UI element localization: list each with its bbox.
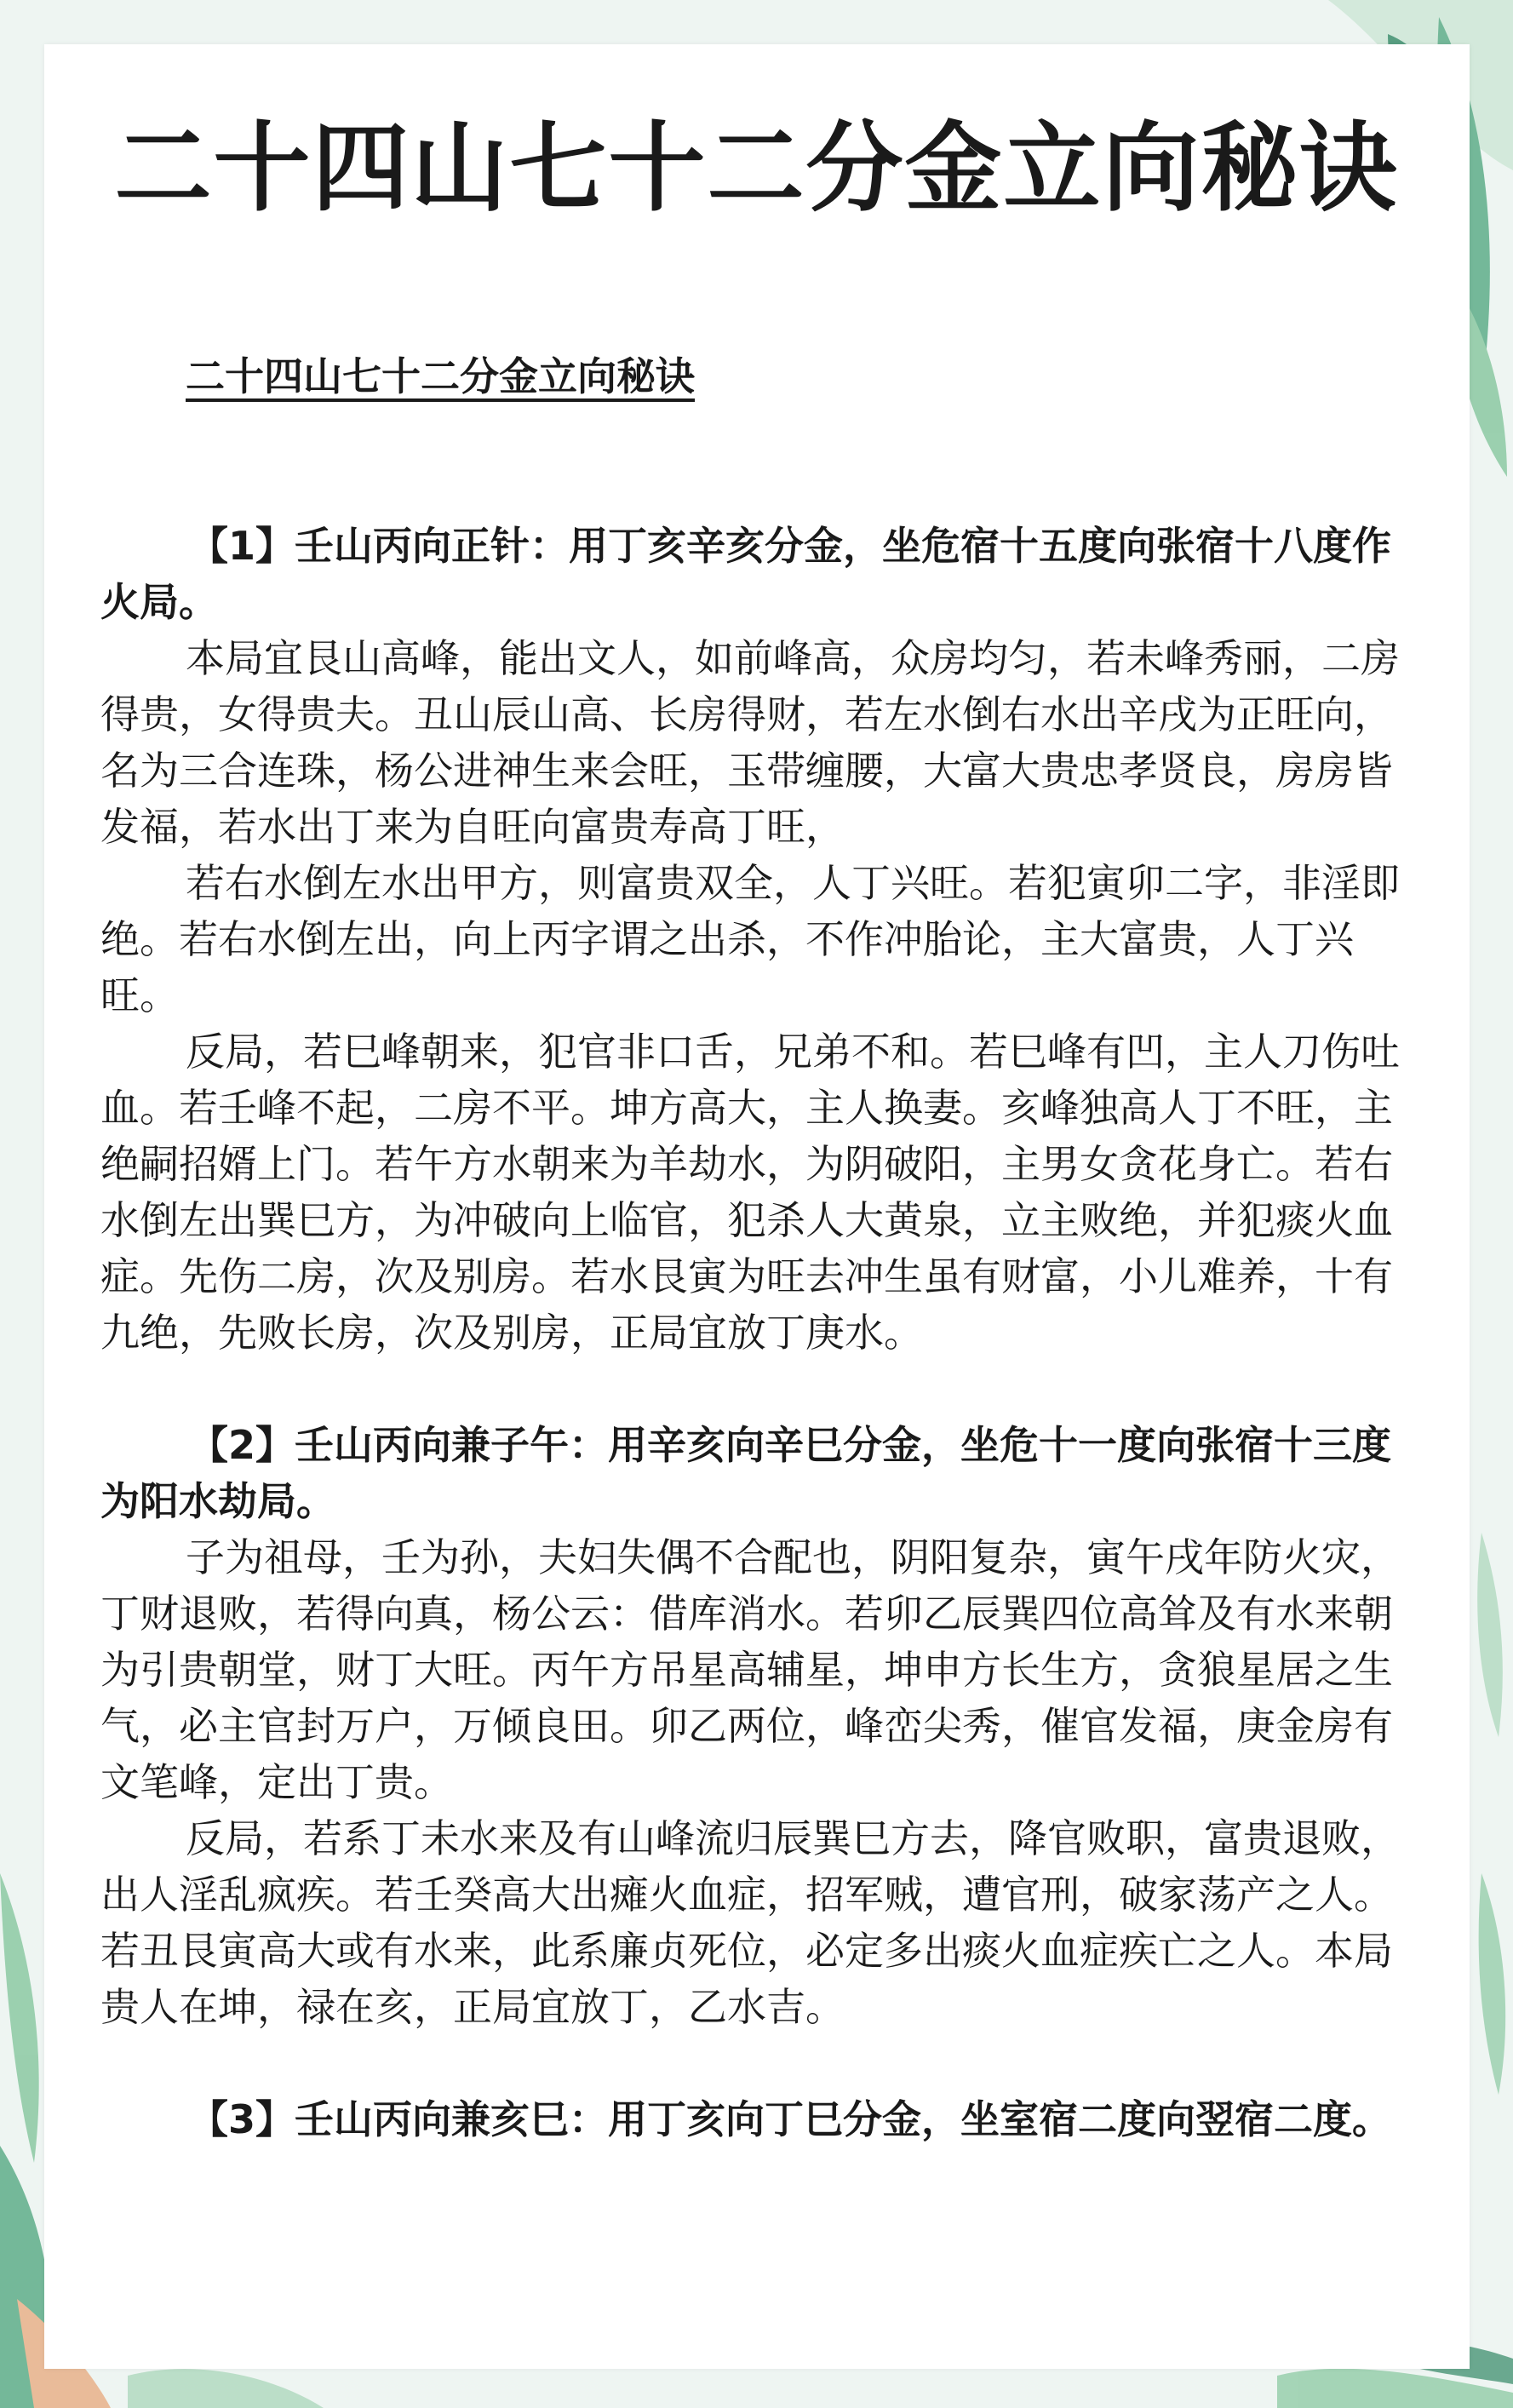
section-heading: 【1】壬山丙向正针：用丁亥辛亥分金，坐危宿十五度向张宿十八度作火局。 <box>100 523 1392 625</box>
section-paragraph: 反局，若系丁未水来及有山峰流归辰巽巳方去，降官败职，富贵退败，出人淫乱疯疾。若壬癸高大出瘫火血症，招军贼，遭官刑，破家荡产之人。若丑艮寅高大或有水来，此系廉贞死位，必定多出痰火血症疾亡之人。本局贵人在坤，禄在亥，正局宜放丁，乙水吉。 <box>100 1815 1400 2030</box>
document-body <box>100 518 1412 2147</box>
section-3 <box>100 2091 1412 2147</box>
section-2 <box>100 1417 1412 2035</box>
section-spacer <box>100 2035 1412 2091</box>
section-paragraph: 子为祖母，壬为孙，夫妇失偶不合配也，阴阳复杂，寅午戌年防火灾，丁财退败，若得向真，杨公云：借库消水。若卯乙辰巽四位高耸及有水来朝为引贵朝堂，财丁大旺。丙午方吊星高辅星，坤申方长生方，贪狼星居之生气，必主官封万户，万倾良田。卯乙两位，峰峦尖秀，催官发福，庚金房有文笔峰，定出丁贵。 <box>100 1534 1400 1805</box>
document-subtitle: 二十四山七十二分金立向秘诀 <box>186 353 695 399</box>
section-heading: 【2】壬山丙向兼子午：用辛亥向辛巳分金，坐危十一度向张宿十三度为阳水劫局。 <box>100 1422 1392 1524</box>
section-paragraph: 反局，若巳峰朝来，犯官非口舌，兄弟不和。若巳峰有凹，主人刀伤吐血。若壬峰不起，二房不平。坤方高大，主人换妻。亥峰独高人丁不旺，主绝嗣招婿上门。若午方水朝来为羊劫水，为阴破阳，主男女贪花身亡。若右水倒左出巽巳方，为冲破向上临官，犯杀人大黄泉，立主败绝，并犯痰火血症。先伤二房，次及别房。若水艮寅为旺去冲生虽有财富，小儿难养，十有九绝，先败长房，次及别房，正局宜放丁庚水。 <box>100 1029 1400 1356</box>
section-heading: 【3】壬山丙向兼亥巳：用丁亥向丁巳分金，坐室宿二度向翌宿二度。 <box>189 2096 1392 2142</box>
section-paragraph: 若右水倒左水出甲方，则富贵双全，人丁兴旺。若犯寅卯二字，非淫即绝。若右水倒左出，向上丙字谓之出杀，不作冲胎论，主大富贵，人丁兴旺。 <box>100 860 1400 1018</box>
section-1 <box>100 518 1412 1361</box>
section-paragraph: 本局宜艮山高峰，能出文人，如前峰高，众房均匀，若未峰秀丽，二房得贵，女得贵夫。丑山辰山高、长房得财，若左水倒右水出辛戌为正旺向，名为三合连珠，杨公进神生来会旺，玉带缠腰，大富大贵忠孝贤良，房房皆发福，若水出丁来为自旺向富贵寿高丁旺， <box>100 635 1400 850</box>
page-title: 二十四山七十二分金立向秘诀 <box>114 112 1399 225</box>
section-spacer <box>100 1361 1412 1417</box>
